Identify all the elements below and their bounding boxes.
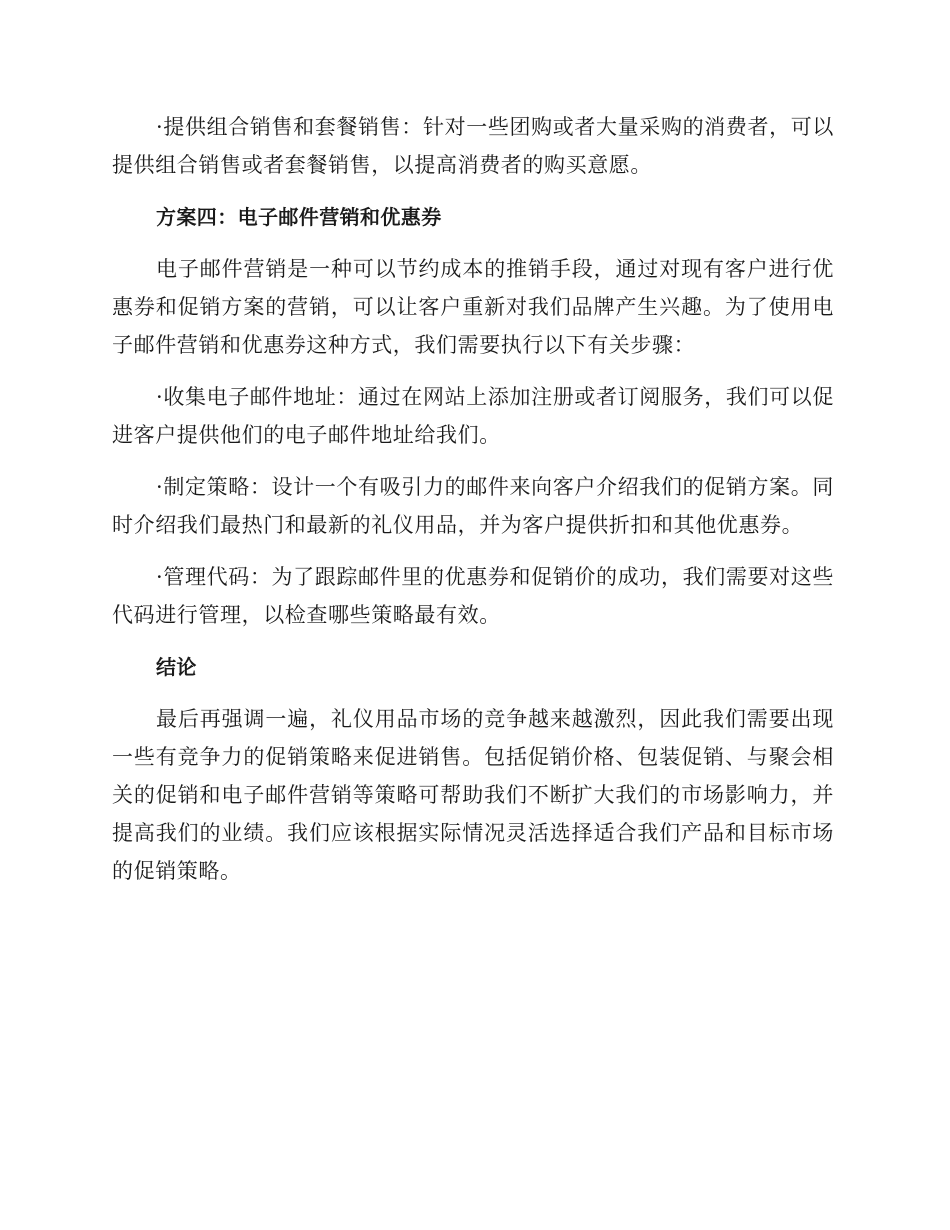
bullet-text: 提供组合销售和套餐销售：针对一些团购或者大量采购的消费者，可以提供组合销售或者套餐销售，以提高消费者的购买意愿。 [112, 115, 834, 177]
bullet-collect-emails [112, 378, 834, 454]
bullet-combo-sales [112, 108, 834, 184]
bullet-marker: · [156, 385, 164, 409]
bullet-marker: · [156, 115, 164, 139]
section4-heading: 方案四：电子邮件营销和优惠券 [156, 205, 442, 229]
bullet-text: 制定策略：设计一个有吸引力的邮件来向客户介绍我们的促销方案。同时介绍我们最热门和最新的礼仪用品，并为客户提供折扣和其他优惠券。 [112, 475, 834, 537]
conclusion-text: 最后再强调一遍，礼仪用品市场的竞争越来越激烈，因此我们需要出现一些有竞争力的促销策略来促进销售。包括促销价格、包装促销、与聚会相关的促销和电子邮件营销等策略可帮助我们不断扩大我们的市场影响力，并提高我们的业绩。我们应该根据实际情况灵活选择适合我们产品和目标市场的促销策略。 [112, 707, 834, 883]
bullet-text: 收集电子邮件地址：通过在网站上添加注册或者订阅服务，我们可以促进客户提供他们的电子邮件地址给我们。 [112, 385, 834, 447]
conclusion-heading: 结论 [156, 655, 197, 679]
bullet-text: 管理代码：为了跟踪邮件里的优惠券和促销价的成功，我们需要对这些代码进行管理，以检查哪些策略最有效。 [112, 565, 834, 627]
document-page [112, 108, 834, 904]
bullet-marker: · [156, 565, 164, 589]
section4-intro: 电子邮件营销是一种可以节约成本的推销手段，通过对现有客户进行优惠券和促销方案的营销，可以让客户重新对我们品牌产生兴趣。为了使用电子邮件营销和优惠券这种方式，我们需要执行以下有关步骤： [112, 257, 834, 357]
bullet-marker: · [156, 475, 164, 499]
bullet-manage-codes [112, 558, 834, 634]
bullet-define-strategy [112, 468, 834, 544]
